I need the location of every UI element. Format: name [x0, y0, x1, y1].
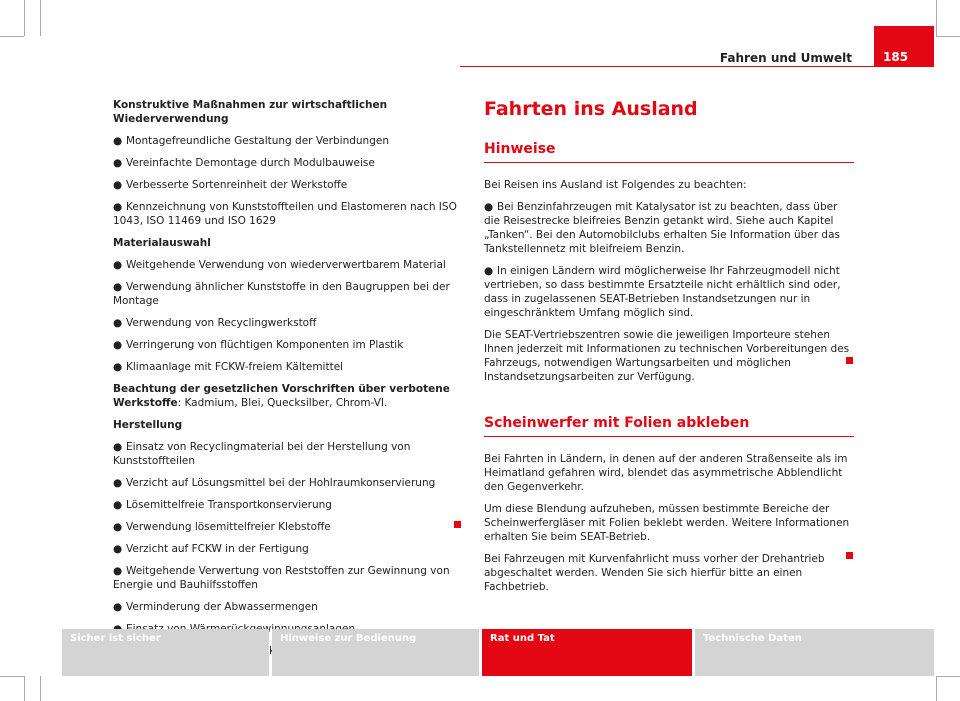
paragraph-rest: : Kadmium, Blei, Quecksilber, Chrom-VI.	[177, 397, 388, 409]
paragraph-blendung: Um diese Blendung aufzuheben, müssen bestimmte Bereiche der Scheinwerfergläser mit Folien beklebt werden. Weitere Informationen erhalten Sie beim SEAT-Betrieb.	[484, 503, 850, 543]
bold-phrase: Beachtung der gesetzlichen Vorschriften über verbotene Werkstoffe	[113, 383, 450, 409]
list-item: ● Montagefreundliche Gestaltung der Verbindungen	[113, 135, 389, 147]
crop-mark	[936, 676, 960, 677]
bullet-icon: ●	[113, 441, 123, 453]
footer-tab-rat-und-tat[interactable]: Rat und Tat	[482, 629, 692, 676]
crop-mark	[24, 0, 25, 36]
list-item: ● Kennzeichnung von Kunststoffteilen und Elastomeren nach ISO 1043, ISO 11469 und ISO 1629	[113, 201, 457, 227]
bullet-icon: ●	[113, 201, 123, 213]
list-item: ● Verminderung der Abwassermengen	[113, 601, 318, 613]
right-column	[484, 98, 854, 602]
list-item: ● Einsatz von Recyclingmaterial bei der Herstellung von Kunststoffteilen	[113, 441, 411, 467]
end-of-section-icon	[846, 552, 853, 559]
list-item: ● Weitgehende Verwertung von Reststoffen zur Gewinnung von Energie und Bauhilfsstoffen	[113, 565, 450, 591]
bullet-icon: ●	[113, 281, 123, 293]
list-item: ● Verzicht auf Lösungsmittel bei der Hohlraumkonservierung	[113, 477, 436, 489]
list-item: ● Verwendung ähnlicher Kunststoffe in den Baugruppen bei der Montage	[113, 281, 450, 307]
list-item: ● Verwendung von Recyclingwerkstoff	[113, 317, 317, 329]
subsection-title-hinweise: Hinweise	[484, 140, 854, 163]
crop-mark	[40, 0, 41, 36]
list-item: ● Bei Benzinfahrzeugen mit Katalysator ist zu beachten, dass über die Reisestrecke bleifreies Benzin getankt wird. Siehe auch Kapitel „Tanken“. Bei den Automobilclubs erhalten Sie Information über das Tankstellennetz mit bleifreiem Benzin.	[484, 201, 840, 255]
bullet-icon: ●	[484, 201, 494, 213]
bullet-icon: ●	[113, 135, 123, 147]
bullet-icon: ●	[113, 601, 123, 613]
bullet-icon: ●	[113, 339, 123, 351]
bullet-icon: ●	[113, 543, 123, 555]
crop-mark	[936, 36, 960, 37]
list-item: ● Verwendung lösemittelfreier Klebstoffe	[113, 521, 331, 533]
list-item: ● Verbesserte Sortenreinheit der Werkstoffe	[113, 179, 348, 191]
list-item: ● Verzicht auf FCKW in der Fertigung	[113, 543, 309, 555]
crop-mark	[0, 36, 24, 37]
heading-materialauswahl: Materialauswahl	[113, 237, 211, 249]
end-of-section-icon	[846, 357, 853, 364]
end-of-section-icon	[454, 521, 461, 528]
crop-mark	[0, 676, 24, 677]
list-item: ● Vereinfachte Demontage durch Modulbauweise	[113, 157, 375, 169]
bullet-icon: ●	[113, 521, 123, 533]
paragraph-seat: Die SEAT-Vertriebszentren sowie die jeweiligen Importeure stehen Ihnen jederzeit mit Informationen zu technischen Vorbereitungen des Fahrzeugs, notwendigen Wartungsarbeiten und möglichen Instandsetzungsarbeiten zur Verfügung.	[484, 329, 850, 383]
heading-herstellung: Herstellung	[113, 419, 183, 431]
list-item: ● Verringerung von flüchtigen Komponenten im Plastik	[113, 339, 404, 351]
subsection-title-scheinwerfer: Scheinwerfer mit Folien abkleben	[484, 414, 854, 437]
paragraph-kurvenlicht: Bei Fahrzeugen mit Kurvenfahrlicht muss vorher der Drehantrieb abgeschaltet werden. Wenden Sie sich hierfür bitte an einen Fachbetrieb.	[484, 553, 825, 593]
page-number	[874, 26, 934, 67]
header-rule	[460, 66, 874, 67]
left-column	[113, 98, 463, 666]
page-number-text: 185	[883, 50, 909, 64]
bullet-icon: ●	[113, 565, 123, 577]
bullet-icon: ●	[113, 477, 123, 489]
footer-tab-technische-daten[interactable]: Technische Daten	[695, 629, 934, 676]
list-item: ● Weitgehende Verwendung von wiederverwertbarem Material	[113, 259, 446, 271]
bullet-icon: ●	[113, 361, 123, 373]
bullet-icon: ●	[113, 259, 123, 271]
crop-mark	[40, 676, 41, 701]
crop-mark	[24, 676, 25, 701]
bullet-icon: ●	[113, 157, 123, 169]
crop-mark	[936, 676, 937, 701]
bullet-icon: ●	[484, 265, 494, 277]
intro-paragraph: Bei Reisen ins Ausland ist Folgendes zu beachten:	[484, 179, 747, 191]
bullet-icon: ●	[113, 179, 123, 191]
list-item: ● In einigen Ländern wird möglicherweise Ihr Fahrzeugmodell nicht vertrieben, so dass bestimmte Ersatzteile nicht erhältlich sind oder, dass in zugelassenen SEAT-Betrieben Instandsetzungen nur in eingeschränktem Umfang möglich sind.	[484, 265, 841, 319]
footer-tab-sicher[interactable]: Sicher ist sicher	[62, 629, 269, 676]
bullet-icon: ●	[113, 317, 123, 329]
crop-mark	[936, 0, 937, 36]
chapter-title: Fahren und Umwelt	[719, 51, 852, 65]
footer-tab-bedienung[interactable]: Hinweise zur Bedienung	[272, 629, 479, 676]
heading-konstruktive: Konstruktive Maßnahmen zur wirtschaftlichen Wiederverwendung	[113, 99, 388, 125]
paragraph-vorschriften	[113, 382, 463, 410]
section-title: Fahrten ins Ausland	[484, 98, 698, 120]
list-item: ● Lösemittelfreie Transportkonservierung	[113, 499, 332, 511]
paragraph-fahrten: Bei Fahrten in Ländern, in denen auf der anderen Straßenseite als im Heimatland gefahren wird, blendet das asymmetrische Abblendlicht den Gegenverkehr.	[484, 453, 848, 493]
list-item: ● Klimaanlage mit FCKW-freiem Kältemittel	[113, 361, 344, 373]
bullet-icon: ●	[113, 499, 123, 511]
spacer	[484, 392, 854, 414]
